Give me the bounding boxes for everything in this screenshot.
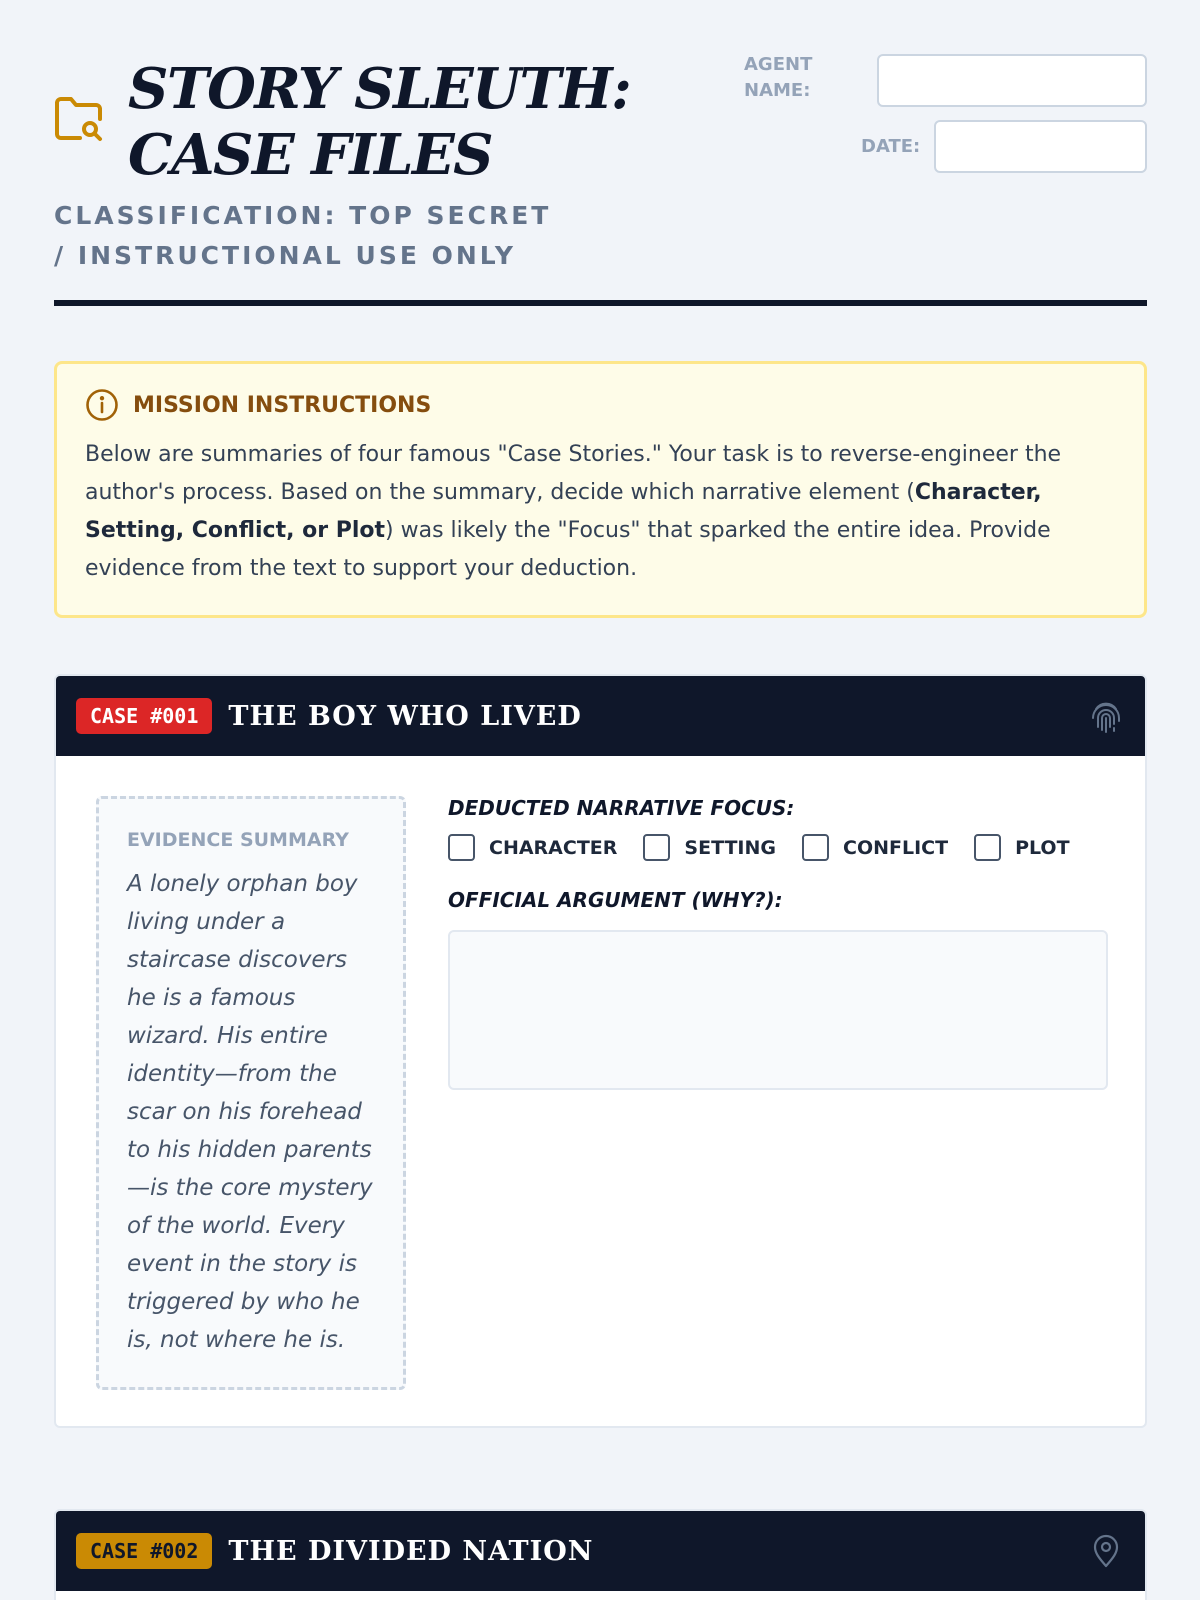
option-label: SETTING [684,836,776,859]
official-argument-textarea[interactable] [448,930,1108,1090]
official-argument-label: OFFICIAL ARGUMENT (WHY?): [448,888,783,912]
option-label: CHARACTER [489,836,618,859]
mission-instructions-box [54,361,1147,618]
case-number-badge: CASE #002 [76,1533,212,1569]
narrative-focus-label: DEDUCTED NARRATIVE FOCUS: [448,796,795,820]
option-label: PLOT [1015,836,1070,859]
page-title: STORY SLEUTH: CASE FILES [128,56,631,188]
folder-search-icon [54,96,104,142]
case-title: THE BOY WHO LIVED [228,700,582,732]
mission-header [85,388,1116,422]
evidence-summary-box [96,796,406,1390]
mission-bold-elements: Character, Setting, Conflict, or Plot [85,480,1042,543]
option-label: CONFLICT [843,836,949,859]
case-header [56,676,1145,756]
option-conflict[interactable] [802,834,948,861]
evidence-summary-text: A lonely orphan boy living under a staircase discovers he is a famous wizard. His entire identity—from the scar on his forehead to his hidden parents—is the core mystery of the world. Every event in the story is triggered by who he is, not where he is. [127,871,373,1353]
map-pin-icon [1087,1532,1125,1570]
case-header [56,1511,1145,1591]
mission-text: Below are summaries of four famous "Case Stories." Your task is to reverse-engineer the author's process. Based on the summary, decide which narrative element (Character, Setting, Conflict, or Plot) was likely the "Focus" that sparked the entire idea. Provide evidence from the text to support your deduction. [85,442,1062,581]
mission-title: MISSION INSTRUCTIONS [133,392,432,418]
agent-name-label: AGENT NAME: [744,54,813,101]
plot-checkbox[interactable] [974,834,1001,861]
option-plot[interactable] [974,834,1069,861]
case-number-badge: CASE #001 [76,698,212,734]
case-card [54,1509,1147,1600]
fingerprint-icon [1087,697,1125,735]
conflict-checkbox[interactable] [802,834,829,861]
option-character[interactable] [448,834,617,861]
character-checkbox[interactable] [448,834,475,861]
case-title: THE DIVIDED NATION [228,1535,594,1567]
header-divider [54,300,1147,306]
date-field[interactable] [934,120,1147,173]
case-card [54,674,1147,1428]
agent-name-field[interactable] [877,54,1147,107]
evidence-summary-title: EVIDENCE SUMMARY [127,829,349,851]
option-setting[interactable] [643,834,776,861]
date-label: DATE: [861,136,921,157]
setting-checkbox[interactable] [643,834,670,861]
classification-text: CLASSIFICATION: TOP SECRET / INSTRUCTIONAL USE ONLY [54,201,552,270]
info-icon [85,388,119,422]
narrative-focus-options [448,834,1096,861]
